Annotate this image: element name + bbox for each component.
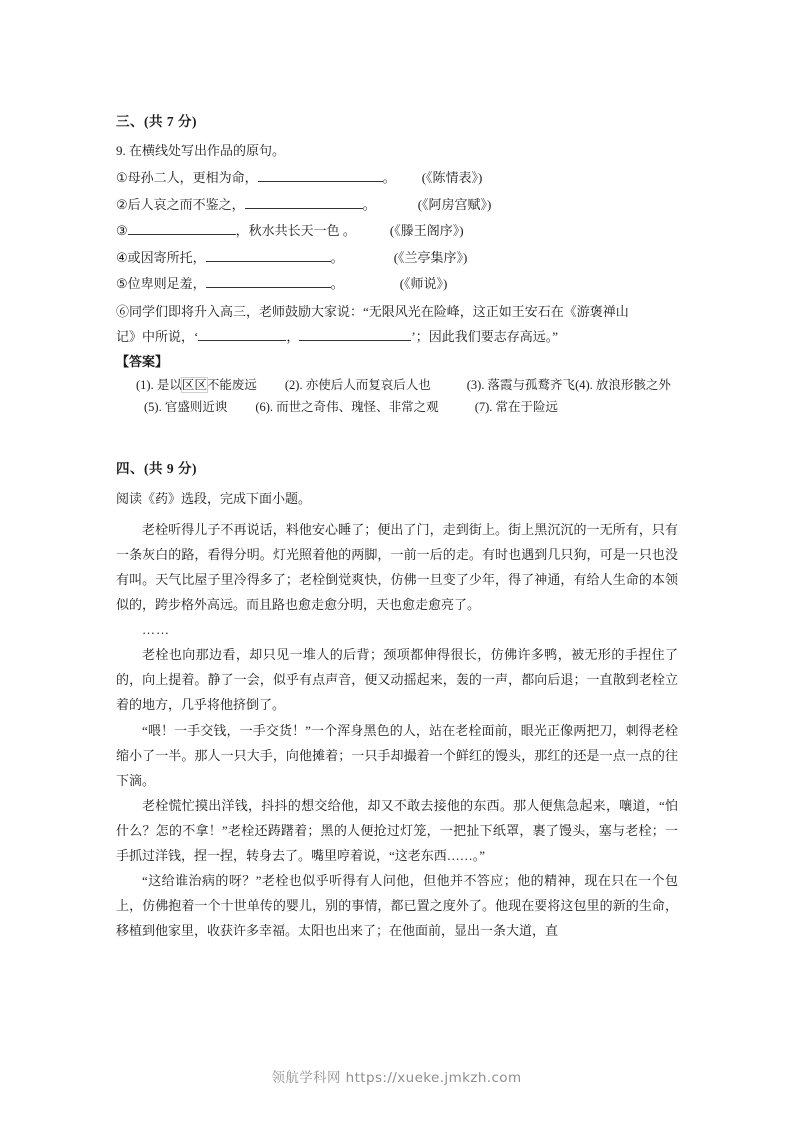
fill-item-1-lead: 母孙二人，更相为命， [127,170,258,186]
fill-item-1 [116,168,678,188]
answer-2-text: 亦使后人而复哀后人也 [305,378,431,393]
answer-1-num: (1). [136,378,154,393]
answer-1-highlight: 区区 [181,378,207,393]
fill-item-4-tail: 。 [330,249,344,265]
fill-item-2-source: (《阿房宫赋》) [417,196,492,212]
fill-item-6-line2-mid: ， [286,328,300,344]
fill-item-4-lead: 或因寄所托， [127,249,206,265]
answer-7-num: (7). [474,399,493,414]
footer-url: https://xueke.jmkzh.com [345,1070,522,1086]
passage-ellipsis: …… [142,622,170,638]
fill-item-5-marker: ⑤ [116,276,128,292]
answer-5-text: 官盛则近谀 [164,399,228,414]
answer-5-num: (5). [144,399,162,414]
fill-item-6-blank-b[interactable] [299,327,411,341]
fill-item-3-marker: ③ [116,223,128,239]
question-9-stem: 9. 在横线处写出作品的原句。 [116,143,286,159]
fill-item-3-blank[interactable] [128,221,236,235]
fill-item-6-line2-tail: ’；因此我们要志存高远。” [411,328,558,344]
fill-item-4-marker: ④ [116,249,128,265]
fill-item-6-line1: ⑥同学们即将升入高三，老师鼓励大家说：“无限风光在险峰，这正如王安石在《游褒禅山 [116,303,629,319]
fill-item-6-blank-a[interactable] [198,327,286,341]
fill-item-1-blank[interactable] [258,168,383,182]
fill-item-6-line2 [116,326,678,347]
answer-6-num: (6). [255,399,274,414]
answer-4-text: 放浪形骸之外 [595,378,671,393]
fill-item-1-marker: ① [116,170,128,186]
passage-paragraph: 老栓听得儿子不再说话，料他安心睡了；便出了门，走到街上。街上黑沉沉的一无所有，只有一条灰白的路，看得分明。灯光照着他的两脚，一前一后的走。有时也遇到几只狗，可是一只也没有叫。天气比屋子里冷得多了；老栓倒觉爽快，仿佛一旦变了少年，得了神通，有给人生命的本领似的，跨步格外高远。而且路也愈走愈分明，天也愈走愈亮了。 [116,521,678,613]
fill-item-2-tail: 。 [362,196,376,212]
fill-item-2-blank[interactable] [245,195,363,209]
fill-item-5-blank[interactable] [206,274,331,288]
fill-item-3 [116,221,678,241]
footer-site-name: 领航学科网 [271,1070,341,1086]
fill-item-1-source: (《陈情表》) [421,170,483,186]
fill-item-2-marker: ② [116,196,128,212]
answer-1-text-before: 是以 [156,378,182,393]
fill-item-5-tail: 。 [330,276,344,292]
answer-3-num: (3). [466,378,485,393]
fill-item-1-tail: 。 [382,170,396,186]
section-four [116,459,678,943]
fill-item-5-lead: 位卑则足羞， [127,276,206,292]
fill-item-3-source: (《滕王阁序》) [389,223,464,239]
passage-paragraph: 老栓也向那边看，却只见一堆人的后背；颈项都伸得很长，仿佛许多鸭，被无形的手捏住了的，向上提着。静了一会，似乎有点声音，便又动摇起来，轰的一声，都向后退；一直散到老栓立着的地方，几乎将他挤倒了。 [116,647,678,713]
answer-2-num: (2). [284,378,303,393]
fill-item-2-lead: 后人哀之而不鉴之， [127,196,245,212]
section-heading-three: 三、(共 7 分) [116,114,197,129]
answer-4-num: (4). [575,378,593,393]
answer-label: 【答案】 [116,353,169,369]
answer-3-text: 落霞与孤鹜齐飞 [487,378,576,393]
reading-instruction: 阅读《药》选段，完成下面小题。 [116,490,312,506]
answer-list [116,375,678,418]
fill-item-5-source: (《师说》) [399,276,448,292]
section-heading-four: 四、(共 9 分) [116,461,197,477]
passage-paragraph: 老栓慌忙摸出洋钱，抖抖的想交给他，却又不敢去接他的东西。那人便焦急起来，嚷道，“怕什么？怎的不拿！”老栓还踌躇着；黑的人便抢过灯笼，一把扯下纸罩，裹了馒头，塞与老栓；一手抓过洋钱，捏一捏，转身去了。嘴里哼着说，“这老东西……。” [116,797,678,863]
footer-watermark [0,1066,793,1086]
answer-7-text: 常在于险远 [495,399,559,414]
fill-item-4-blank[interactable] [206,248,331,262]
fill-item-4 [116,248,678,268]
fill-item-4-source: (《兰亭集序》) [393,249,468,265]
fill-item-5 [116,274,678,294]
answer-1-text-after: 不能废远 [206,378,257,393]
passage-paragraph: “喂！一手交钱，一手交货！”一个浑身黑色的人，站在老栓面前，眼光正像两把刀，刺得老栓缩小了一半。那人一只大手，向他摊着；一只手却撮着一个鲜红的馒头，那红的还是一点一点的往下滴。 [116,722,678,788]
page-content [116,112,678,943]
fill-item-2 [116,195,678,215]
fill-item-6-line2-lead: 记》中所说，‘ [116,328,199,344]
answer-6-text: 而世之奇伟、瑰怪、非常之观 [276,399,439,414]
passage-paragraph: “这给谁治病的呀？”老栓也似乎听得有人问他，但他并不答应；他的精神，现在只在一个包上，仿佛抱着一个十世单传的婴儿，别的事情，都已置之度外了。他现在要将这包里的新的生命，移植到他家里，收获许多幸福。太阳也出来了；在他面前，显出一条大道，直 [116,872,678,939]
fill-item-3-tail: ，秋水共长天一色 。 [235,223,356,239]
